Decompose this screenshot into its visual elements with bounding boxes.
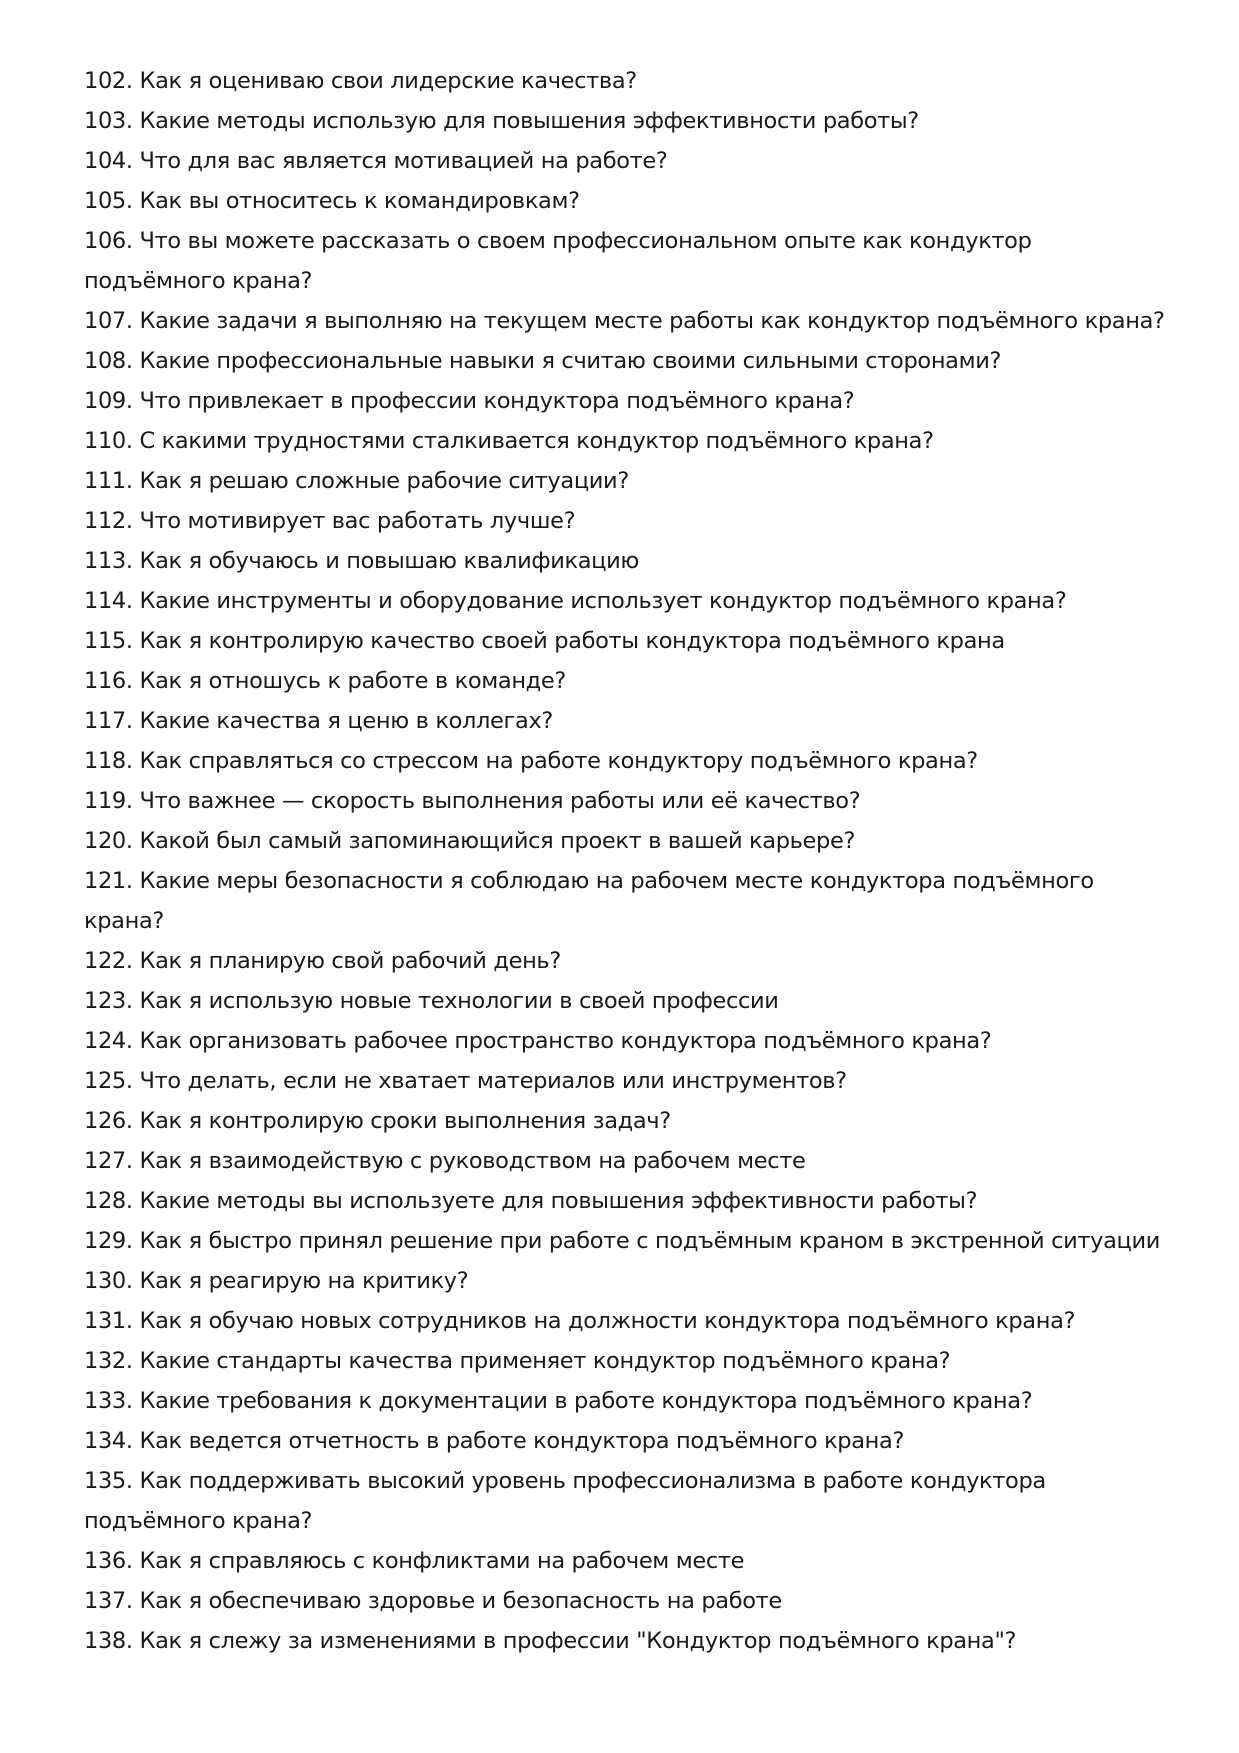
question-110: 110. С какими трудностями сталкивается кондуктор подъёмного крана? (84, 428, 934, 454)
question-112: 112. Что мотивирует вас работать лучше? (84, 508, 576, 534)
question-107: 107. Какие задачи я выполняю на текущем месте работы как кондуктор подъёмного крана? (84, 308, 1165, 334)
question-132: 132. Какие стандарты качества применяет кондуктор подъёмного крана? (84, 1348, 951, 1374)
question-115: 115. Как я контролирую качество своей работы кондуктора подъёмного крана (84, 628, 1005, 654)
question-137: 137. Как я обеспечиваю здоровье и безопасность на работе (84, 1588, 782, 1614)
question-105: 105. Как вы относитесь к командировкам? (84, 188, 580, 214)
question-127: 127. Как я взаимодействую с руководством на рабочем месте (84, 1148, 806, 1174)
question-109: 109. Что привлекает в профессии кондуктора подъёмного крана? (84, 388, 855, 414)
question-119: 119. Что важнее — скорость выполнения работы или её качество? (84, 788, 861, 814)
question-128: 128. Какие методы вы используете для повышения эффективности работы? (84, 1188, 978, 1214)
question-114: 114. Какие инструменты и оборудование использует кондуктор подъёмного крана? (84, 588, 1067, 614)
question-108: 108. Какие профессиональные навыки я считаю своими сильными сторонами? (84, 348, 1002, 374)
question-133: 133. Какие требования к документации в работе кондуктора подъёмного крана? (84, 1388, 1033, 1414)
question-106: 106. Что вы можете рассказать о своем профессиональном опыте как кондуктор подъёмного крана? (84, 228, 1032, 294)
question-129: 129. Как я быстро принял решение при работе с подъёмным краном в экстренной ситуации (84, 1228, 1161, 1254)
question-120: 120. Какой был самый запоминающийся проект в вашей карьере? (84, 828, 856, 854)
question-122: 122. Как я планирую свой рабочий день? (84, 948, 561, 974)
question-125: 125. Что делать, если не хватает материалов или инструментов? (84, 1068, 847, 1094)
question-126: 126. Как я контролирую сроки выполнения задач? (84, 1108, 671, 1134)
question-118: 118. Как справляться со стрессом на работе кондуктору подъёмного крана? (84, 748, 978, 774)
question-134: 134. Как ведется отчетность в работе кондуктора подъёмного крана? (84, 1428, 905, 1454)
question-121: 121. Какие меры безопасности я соблюдаю на рабочем месте кондуктора подъёмного крана? (84, 868, 1094, 934)
question-117: 117. Какие качества я ценю в коллегах? (84, 708, 554, 734)
question-113: 113. Как я обучаюсь и повышаю квалификацию (84, 548, 640, 574)
question-124: 124. Как организовать рабочее пространство кондуктора подъёмного крана? (84, 1028, 992, 1054)
question-130: 130. Как я реагирую на критику? (84, 1268, 469, 1294)
question-131: 131. Как я обучаю новых сотрудников на должности кондуктора подъёмного крана? (84, 1308, 1076, 1334)
question-111: 111. Как я решаю сложные рабочие ситуации? (84, 468, 629, 494)
question-138: 138. Как я слежу за изменениями в профессии "Кондуктор подъёмного крана"? (84, 1628, 1017, 1654)
question-102: 102. Как я оцениваю свои лидерские качества? (84, 68, 637, 94)
question-136: 136. Как я справляюсь с конфликтами на рабочем месте (84, 1548, 745, 1574)
question-116: 116. Как я отношусь к работе в команде? (84, 668, 566, 694)
question-135: 135. Как поддерживать высокий уровень профессионализма в работе кондуктора подъёмного крана? (84, 1468, 1046, 1534)
question-123: 123. Как я использую новые технологии в своей профессии (84, 988, 779, 1014)
question-list (84, 61, 1174, 1661)
question-104: 104. Что для вас является мотивацией на работе? (84, 148, 668, 174)
question-103: 103. Какие методы использую для повышения эффективности работы? (84, 108, 919, 134)
